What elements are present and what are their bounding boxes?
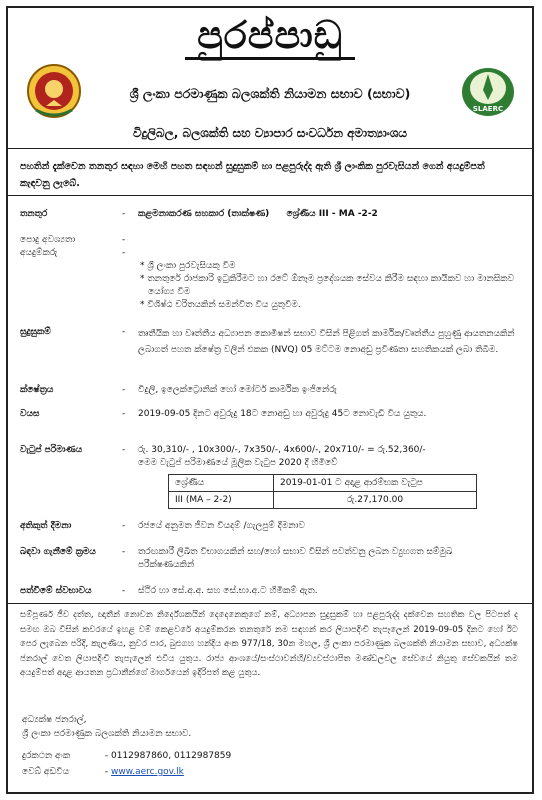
qualification-text: තෘතීයික හා වෘත්තීය අධ්‍යාපන කොමිෂන් සභාව විසින් පිළිගත් කාර්මික/වෘත්තීය පුහුණු ආයතනයකින් ලබාගත් පහත ක්ෂේත්‍ර වලින් එකක (NVQ) 05 මට්ටම නොඅඩු ප්‍රවීණතා සහතිකයක් ලබා තිබීම. [138,329,515,355]
service-text: ස්ථිර හා සේ.අ.අ. සහ සේ.භා.අ.ට හිමිකම් ඇත. [138,586,318,596]
general-label: පොදු අවශ්‍යතා [20,235,76,245]
recruitment-label: බඳවා ගැනීමේ ක්‍රමය [20,547,96,557]
salary-label: වැටුප් පරිමාණය [20,445,83,455]
intro-divider [8,195,532,196]
salary-note: මෙම වැටුප් පරිමාණයේ මූලික වැටුප 2020 දී හිමිවේ [138,458,338,468]
qualification-label: සුදුසුකම් [20,327,51,337]
intro-text: පහතින් දැක්වෙන තනතුර සඳහා මෙහි පහත සඳහන් සුදුසුකම් හා පළපුරුද්ද ඇති ශ්‍රී ලාංකික පුරවැසියන් ගෙන් අයදුම්පත් කැඳවනු ලැබේ. [20,161,485,189]
closing-paragraph: සම්පූර්ණ ජීව දත්ත, ඥාතීන් නොවන නිර්දේශකයින් දෙදෙනෙකුගේ නම්, අධ්‍යාපන සුදුසුකම් හා පළපුරුද්ද දක්වෙන සහතික වල පිටපත් ද සමඟ ඔබ විසින් කවරයේ ඉහළ වම් කෙළවරේ අයදුම්කරන තනතුරේ නම සඳහන් කර ලියාපදිංචි තැපෑලෙන් 2019-09-05 දිනට හෝ ඊට පෙර ලැබෙන පරිදි, කැලණිය, නුවර පාර, බුළුගහ හන්දිය අංක 977/18, 30න මහල, ශ්‍රී ලංකා පරමාණුක බලශක්ති නියාමන සභාව, අධ්‍යක්ෂ ජනරාල් වෙත ලියාපදිංචි තැපැලෙන් එවිය යුතුය. රාජ්‍ය ආංශයේ/සංස්ථාවන්හි/ව්‍යවස්ථාපිත මණ්ඩලවල සේවයේ නියුතු සේවකයින් තම අයදුම්පත් අදාළ ආයතන ප්‍රධානීන්ගේ මාර්ගයෙන් ඉදිරිපත් කළ යුතුය. [20,610,518,679]
website-link[interactable]: www.aerc.gov.lk [110,767,184,777]
salary-table-wrap [168,474,477,509]
signature-title: අධ්‍යක්ෂ ජනරාල්, [22,715,87,725]
signature-organization: ශ්‍රී ලංකා පරමාණුක බලශක්ති නියාමන සභාව. [22,729,192,739]
signature-block [22,713,191,741]
header-divider [8,148,532,149]
applicant-label: අයදුම්කරු [20,248,58,258]
general-item: * ශ්‍රී ලංකා පුරවැසියකු වීම [140,261,236,271]
post-grade: ශ්‍රේණිය III - MA -2-2 [286,209,378,219]
national-emblem-icon [26,60,82,122]
body-divider [8,603,532,604]
phone-row [22,748,231,764]
web-label: වෙබ් අඩවිය [22,767,70,777]
age-text: 2019-09-05 දිනට අවුරුදු 18ට නොඅඩු හා අවුරුදු 45ට නොවැඩි විය යුතුය. [138,409,427,419]
general-list [138,260,520,312]
allowance-text: රජයේ අනුමත ජීවන වියදම් /ගැලපුම් දීමනාව [138,521,305,531]
vacancy-notice: පුරප්පාඩු ශ්‍රී ලංකා පරමාණුක බලශක්ති නියාමන සභාව (සභාව) SLAERC විදුලිබල, බලශක්ති සහ ව්‍යාපාර සංවර්ධන අමාත්‍යාංශය පහතින් දැක්වෙන තනතුර සඳහා මෙහි පහත සඳහන් සුදුසුකම් හා පළපුරුද්ද ඇති ශ්‍රී ලාංකික පුරවැසියන් ගෙන් අයදුම්පත් කැඳවනු ලැබේ. තනතුර - කළමනාකරණ සහකාර (තාක්ෂණ) ශ්‍රේණිය III - MA -2-2 පොදු අවශ්‍යතා - අයදුම්කරු - * ශ්‍රී ලංකා පුරවැසියකු වීම * තනතුරේ රාජකාරි ඉටුකිරීමට හා රටේ ඕනෑම ප්‍රදේශයක සේවය කිරීම සඳහා කායිකව හා මානසිකව යෝග්‍ය වීම * විශිෂ්ඨ චරිතයකින් සමන්විත විය යුතුවීම. සුදුසුකම් - තෘතීයික හා වෘත්තීය අධ්‍යාපන කොමිෂන් සභාව විසින් පිළිගත් කාර්මික/වෘත්තීය පුහුණු ආයතනයකින් ලබාගත් පහත ක්ෂේත්‍ර වලින් එකක (NVQ) 05 මට්ටම නොඅඩු ප්‍රවීණතා සහතිකයක් ලබා තිබීම. ක්ෂේත්‍රය - විදුලි, ඉලෙක්ට්‍රොනික් හෝ මෝටර් කාර්මික ඉංජිනේරු වයස - 2019-09-05 දිනට අවුරුදු 18ට නොඅඩු හා අවුරුදු 45ට නොවැඩි විය යුතුය. වැටුප් පරිමාණය - රු. 30,310/- , 10x300/-, 7x350/-, 4x600/-, 20x710/- = රු.52,360/- මෙම වැටුප් පරිමාණයේ මූලික වැටුප 2020 දී හිමිවේ ශ්‍රේණිය 2019-01-01 ට අදාළ ආරම්භක වැටුප III (MA – 2-2) රු.27,170.00 අතිකුත් දීමනා - රජයේ අනුමත ජීවන වියදම් /ගැලපුම් දීමනාව බඳවා ගැනීමේ ක්‍රමය - තරඟකාරී ලිඛිත විභාගයකින් සහ/හෝ සභාව විසින් පවත්වනු ලබන ව්‍යුහගත සම්මුඛ පරීක්ෂණයකින් පත්වීමේ ස්වභාවය - ස්ථිර හා සේ.අ.අ. සහ සේ.භා.අ.ට හිමිකම් ඇත. සම්පූර්ණ ජීව දත්ත, ඥාතීන් නොවන නිර්දේශකයින් දෙදෙනෙකුගේ නම්, අධ්‍යාපන සුදුසුකම් හා පළපුරුද්ද දක්වෙන සහතික වල පිටපත් ද සමඟ ඔබ විසින් කවරයේ ඉහළ වම් කෙළවරේ අයදුම්කරන තනතුරේ නම සඳහන් කර ලියාපදිංචි තැපෑලෙන් 2019-09-05 දිනට හෝ ඊට පෙර ලැබෙන පරිදි, කැලණිය, නුවර පාර, බුළුගහ හන්දිය අංක 977/18, 30න මහල, ශ්‍රී ලංකා පරමාණුක බලශක්ති නියාමන සභාව, අධ්‍යක්ෂ ජනරාල් වෙත ලියාපදිංචි තැපැලෙන් එවිය යුතුය. රාජ්‍ය ආංශයේ/සංස්ථාවන්හි/ව්‍යවස්ථාපිත මණ්ඩලවල සේවයේ නියුතු සේවකයින් තම අයදුම්පත් අදාළ ආයතන ප්‍රධානීන්ගේ මාර්ගයෙන් ඉදිරිපත් කළ යුතුය. අධ්‍යක්ෂ ජනරාල්, ශ්‍රී ලංකා පරමාණුක බලශක්ති නියාමන සභාව. දුරකථන අංක - 0112987860, 0112987859 වෙබ් අඩවිය - www.aerc.gov.lk [6,6,534,794]
phone-value: - 0112987860, 0112987859 [104,751,232,761]
allowance-label: අතිකුත් දීමනා [20,521,72,531]
recruitment-text: තරඟකාරී ලිඛිත විභාගයකින් සහ/හෝ සභාව විසින් පවත්වනු ලබන ව්‍යුහගත සම්මුඛ පරීක්ෂණයකින් [138,547,453,570]
field-label: ක්ෂේත්‍රය [20,385,54,395]
post-value: කළමනාකරණ සහකාර (තාක්ෂණ) [138,209,270,219]
logo-text: SLAERC [472,105,504,113]
phone-label: දුරකථන අංක [22,751,71,761]
general-item: * තනතුරේ රාජකාරි ඉටුකිරීමට හා රටේ ඕනෑම ප්‍රදේශයක සේවය කිරීම සඳහා කායිකව හා මානසිකව යෝග්‍ය වීම [140,274,515,297]
post-label: තනතුර [20,209,48,219]
slaerc-logo-icon [460,66,516,118]
general-item: * විශිෂ්ඨ චරිතයකින් සමන්විත විය යුතුවීම. [140,300,301,310]
age-label: වයස [20,409,40,419]
contact-block [22,748,231,780]
table-cell: III (MA – 2-2) [169,492,274,509]
field-text: විදුලි, ඉලෙක්ට්‍රොනික් හෝ මෝටර් කාර්මික ඉංජිනේරු [138,385,337,395]
notice-title: පුරප්පාඩු [8,12,532,58]
ministry-name: විදුලිබල, බලශක්ති සහ ව්‍යාපාර සංවර්ධන අමාත්‍යාංශය [132,126,408,140]
salary-table [168,474,477,509]
table-row [169,492,477,509]
web-row: වෙබ් අඩවිය - www.aerc.gov.lk [22,764,231,780]
table-header: ශ්‍රේණිය [169,475,274,492]
service-label: පත්වීමේ ස්වභාවය [20,586,92,596]
table-cell: රු.27,170.00 [274,492,477,509]
organization-name: ශ්‍රී ලංකා පරමාණුක බලශක්ති නියාමන සභාව (සභාව) [129,86,411,101]
table-header: 2019-01-01 ට අදාළ ආරම්භක වැටුප [274,475,477,492]
table-header-row [169,475,477,492]
salary-scale: රු. 30,310/- , 10x300/-, 7x350/-, 4x600/-, 20x710/- = රු.52,360/- [138,445,426,455]
